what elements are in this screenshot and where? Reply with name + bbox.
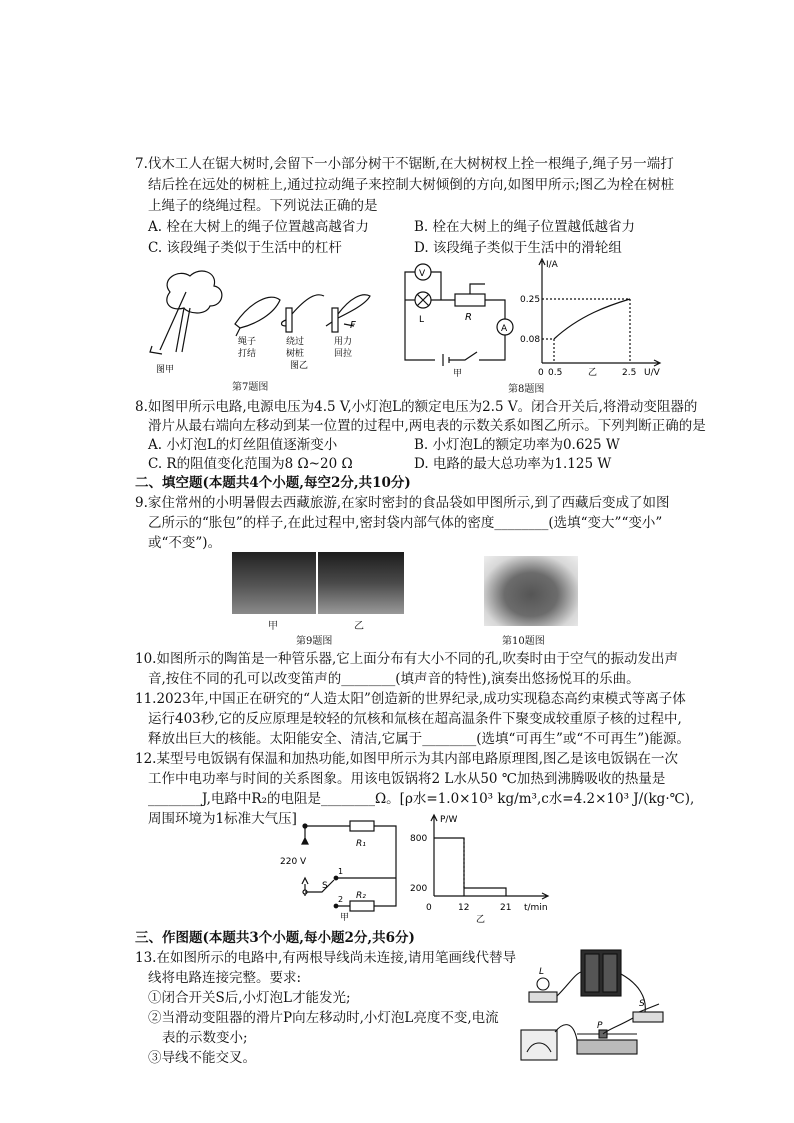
rope-wrap-drawing bbox=[282, 295, 325, 332]
q12-line-1: 12.某型号电饭锅有保温和加热功能,如图甲所示为其内部电路原理图,图乙是该电饭锅在一次 bbox=[135, 751, 679, 767]
rheostat-icon bbox=[455, 294, 485, 306]
circuit-jia-label-12: 甲 bbox=[340, 913, 350, 923]
graph-yi-label: 乙 bbox=[588, 368, 598, 378]
circuit-s-label: S bbox=[322, 881, 328, 891]
graph-ytick-0.08: 0.08 bbox=[520, 335, 541, 345]
section-2-title: 二、填空题(本题共4个小题,每空2分,共10分) bbox=[135, 475, 411, 491]
switch-icon bbox=[633, 1012, 663, 1022]
pull-label-2: 回拉 bbox=[334, 349, 353, 359]
q10-ocarina-photo bbox=[484, 556, 578, 626]
force-label: F bbox=[350, 320, 356, 331]
graph12-xtick-21: 21 bbox=[500, 903, 512, 913]
graph12-ytick-800: 800 bbox=[410, 834, 428, 844]
q7-option-c: C. 该段绳子类似于生活中的杠杆 bbox=[148, 240, 342, 256]
q9-caption: 第9题图 bbox=[296, 636, 333, 647]
q7-line-2: 结后拴在远处的树桩上,通过拉动绳子来控制大树倾倒的方向,如图甲所示;图乙为栓在树桩 bbox=[148, 177, 675, 193]
q10-caption: 第10题图 bbox=[502, 636, 545, 647]
q8-option-d: D. 电路的最大总功率为1.125 W bbox=[414, 456, 612, 472]
q13-apparatus-figure bbox=[515, 944, 675, 1072]
rheostat-device-icon bbox=[577, 1040, 637, 1054]
q13-line-3: ①闭合开关S后,小灯泡L才能发光; bbox=[148, 990, 351, 1006]
q13-line-5: 表的示数变小; bbox=[162, 1030, 248, 1046]
graph-xtick-2.5: 2.5 bbox=[622, 368, 637, 378]
q7-figure bbox=[140, 262, 385, 377]
circuit-v-label: V bbox=[419, 269, 426, 279]
q8-caption: 第8题图 bbox=[508, 384, 545, 395]
circuit-a-label: A bbox=[501, 324, 508, 334]
circuit-r1-label: R₁ bbox=[356, 839, 366, 849]
section-3-title: 三、作图题(本题共3个小题,每小题2分,共6分) bbox=[135, 930, 415, 946]
q8-option-a: A. 小灯泡L的灯丝阻值逐渐变小 bbox=[148, 437, 338, 453]
circuit-r2-label: R₂ bbox=[356, 891, 366, 901]
q11-line-1: 11.2023年,中国正在研究的“人造太阳”创造新的世界纪录,成功实现稳态高约束模式等离子体 bbox=[135, 691, 686, 707]
q12-graph bbox=[408, 812, 558, 927]
q8-line-2: 滑片从最右端向左移动到某一位置的过程中,两电表的示数关系如图乙所示。下列判断正确的是 bbox=[148, 418, 706, 434]
graph-ytick-0.25: 0.25 bbox=[520, 295, 541, 305]
graph12-xtick-12: 12 bbox=[458, 903, 470, 913]
q12-line-2: 工作中电功率与时间的关系图象。用该电饭锅将2 L水从50 ℃加热到沸腾吸收的热量是 bbox=[148, 771, 666, 787]
power-heating-line bbox=[434, 838, 464, 896]
iu-curve bbox=[554, 299, 630, 339]
graph12-ytick-200: 200 bbox=[410, 884, 428, 894]
graph-xtick-0.5: 0.5 bbox=[548, 368, 563, 378]
q9-photo-yi bbox=[318, 552, 404, 614]
fig13-p-label: P bbox=[597, 1021, 603, 1031]
fig13-l-label: L bbox=[539, 967, 545, 977]
r2-resistor-icon bbox=[350, 901, 374, 911]
graph12-xlabel: t/min bbox=[524, 903, 548, 913]
tree-drawing bbox=[150, 271, 222, 354]
q12-line-4: 周围环境为1标准大气压] bbox=[148, 811, 297, 827]
q11-line-3: 释放出巨大的核能。太阳能安全、清洁,它属于________(选填“可再生”或“不可再生”)能源。 bbox=[148, 731, 690, 747]
graph-ylabel: I/A bbox=[546, 260, 558, 270]
q13-line-6: ③导线不能交叉。 bbox=[148, 1050, 256, 1066]
q8-circuit bbox=[395, 260, 525, 380]
q9-line-2: 乙所示的“胀包”的样子,在此过程中,密封袋内部气体的密度________(选填“变大”“变小” bbox=[148, 515, 663, 531]
pull-label-1: 用力 bbox=[334, 337, 353, 347]
q7-caption: 第7题图 bbox=[232, 382, 269, 393]
q12-circuit bbox=[280, 818, 405, 923]
q10-line-2: 音,按住不同的孔可以改变笛声的________(填声音的特性),演奏出悠扬悦耳的乐曲。 bbox=[148, 671, 640, 687]
graph12-xtick-0: 0 bbox=[426, 903, 432, 913]
q12-line-3: ________J,电路中R₂的电阻是________Ω。[ρ水=1.0×10³ kg/m³,c水=4.2×10³ J/(kg·℃), bbox=[148, 791, 695, 807]
q8-line-1: 8.如图甲所示电路,电源电压为4.5 V,小灯泡L的额定电压为2.5 V。闭合开关后,将滑动变阻器的 bbox=[135, 399, 698, 415]
graph12-yi-label: 乙 bbox=[476, 915, 486, 925]
power-keepwarm-line bbox=[464, 888, 506, 896]
q7-option-a: A. 栓在大树上的绳子位置越高越省力 bbox=[148, 219, 369, 235]
fig13-s-label: S bbox=[639, 999, 645, 1009]
q13-line-2: 线将电路连接完整。要求: bbox=[148, 970, 302, 986]
q7-line-3: 上绳子的绕绳过程。下列说法正确的是 bbox=[148, 198, 378, 214]
q9-photo-yi-label: 乙 bbox=[354, 621, 364, 632]
rope-knot-drawing bbox=[235, 297, 280, 336]
circuit-l-label: L bbox=[419, 315, 425, 325]
q9-line-3: 或“不变”)。 bbox=[148, 535, 222, 551]
fig-yi-label: 图乙 bbox=[290, 361, 309, 371]
q10-line-1: 10.如图所示的陶笛是一种管乐器,它上面分布有大小不同的孔,吹奏时由于空气的振动发出声 bbox=[135, 651, 679, 667]
q13-line-4: ②当滑动变阻器的滑片P向左移动时,小灯泡L亮度不变,电流 bbox=[148, 1010, 499, 1026]
tie-label-1: 绳子 bbox=[238, 337, 257, 347]
q9-photo-jia bbox=[232, 552, 316, 614]
circuit-jia-label: 甲 bbox=[453, 369, 463, 379]
rope-pull-drawing bbox=[326, 295, 370, 332]
fig-jia-label: 图甲 bbox=[156, 365, 175, 375]
q9-photo-jia-label: 甲 bbox=[268, 621, 278, 632]
graph-xlabel: U/V bbox=[644, 368, 660, 378]
r1-resistor-icon bbox=[350, 821, 374, 831]
q8-option-b: B. 小灯泡L的额定功率为0.625 W bbox=[414, 437, 620, 453]
lamp-base-icon bbox=[529, 992, 557, 1002]
graph-xtick-0: 0 bbox=[538, 368, 544, 378]
tie-label-2: 打结 bbox=[238, 349, 257, 359]
q7-line-1: 7.伐木工人在锯大树时,会留下一小部分树干不锯断,在大树树杈上拴一根绳子,绳子另一端打 bbox=[135, 156, 674, 172]
graph12-ylabel: P/W bbox=[440, 815, 458, 825]
bulb-icon bbox=[537, 978, 549, 990]
q8-option-c: C. R的阻值变化范围为8 Ω~20 Ω bbox=[148, 456, 353, 472]
circuit-n2-label: 2 bbox=[338, 895, 344, 904]
ammeter-device-icon bbox=[521, 1030, 557, 1060]
q11-line-2: 运行403秒,它的反应原理是较轻的氘核和氚核在超高温条件下聚变成较重原子核的过程中, bbox=[148, 711, 682, 727]
q8-graph bbox=[520, 255, 670, 380]
circuit-r-label: R bbox=[465, 312, 472, 323]
q9-line-1: 9.家住常州的小明暑假去西藏旅游,在家时密封的食品袋如甲图所示,到了西藏后变成了如图 bbox=[135, 495, 670, 511]
circuit-n1-label: 1 bbox=[338, 867, 344, 876]
q13-line-1: 13.在如图所示的电路中,有两根导线尚未连接,请用笔画线代替导 bbox=[135, 950, 517, 966]
q7-option-d: D. 该段绳子类似于生活中的滑轮组 bbox=[414, 240, 622, 256]
wrap-label-2: 树桩 bbox=[286, 349, 305, 359]
wrap-label-1: 绕过 bbox=[286, 337, 305, 347]
circuit-voltage-label: 220 V bbox=[280, 857, 307, 867]
q7-option-b: B. 栓在大树上的绳子位置越低越省力 bbox=[414, 219, 636, 235]
